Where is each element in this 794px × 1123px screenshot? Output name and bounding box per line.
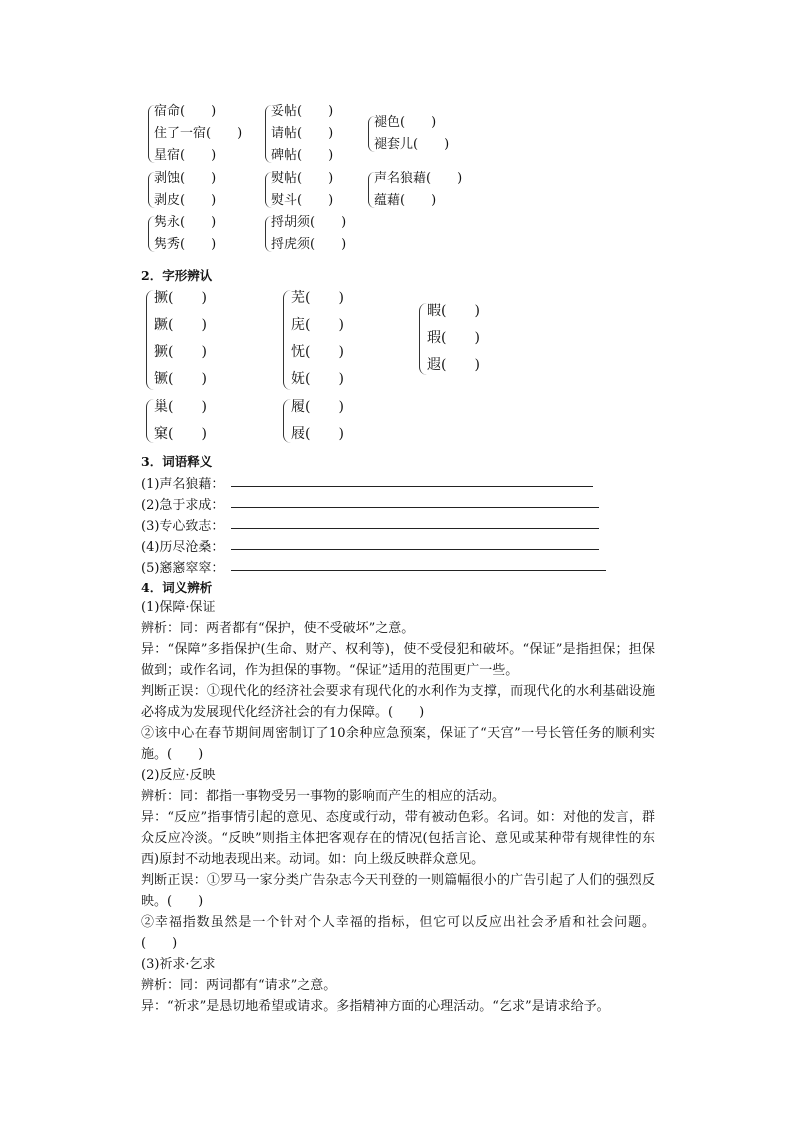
word-item: 捋虎须( ) bbox=[271, 237, 347, 252]
judgement-item: 判断正误：①罗马一家分类广告杂志今天刊登的一则篇幅很小的广告引起了人们的强烈反映。( ) bbox=[141, 873, 655, 909]
analysis-line: 辨析：同：两者都有“保护，使不受破坏”之意。 bbox=[141, 621, 415, 636]
glyph-item: 獗( ) bbox=[154, 344, 207, 360]
judgement-item: ②该中心在春节期间周密制订了10余种应急预案，保证了“天宫”一号长管任务的顺利实施。( ) bbox=[141, 726, 655, 762]
word-item: 隽永( ) bbox=[154, 215, 217, 230]
word-item: 住了一宿( ) bbox=[154, 126, 243, 141]
definition-label: (2)急于求成： bbox=[141, 498, 225, 513]
brace bbox=[283, 399, 291, 443]
word-item: 蕴藉( ) bbox=[374, 193, 437, 208]
definition-label: (1)声名狼藉： bbox=[141, 477, 225, 492]
section-heading-2: 2．字形辨认 bbox=[141, 268, 213, 283]
pair-title: (2)反应·反映 bbox=[141, 768, 216, 783]
word-item: 熨帖( ) bbox=[271, 171, 334, 186]
glyph-item: 巢( ) bbox=[154, 399, 207, 415]
difference-paragraph: 异：“保障”多指保护(生命、财产、权利等)，使不受侵犯和破坏。“保证”是指担保；担保做到；或作名词，作为担保的事物。“保证”适用的范围更广一些。 bbox=[141, 642, 655, 678]
answer-line[interactable] bbox=[231, 549, 599, 550]
glyph-item: 怃( ) bbox=[291, 344, 344, 360]
glyph-item: 瑕( ) bbox=[427, 330, 480, 346]
glyph-item: 妩( ) bbox=[291, 371, 344, 387]
brace bbox=[283, 290, 291, 390]
word-item: 褪色( ) bbox=[374, 115, 437, 130]
definition-row bbox=[141, 494, 224, 513]
difference-paragraph: 异：“祈求”是恳切地希望或请求。多指精神方面的心理活动。“乞求”是请求给予。 bbox=[141, 999, 610, 1014]
brace bbox=[146, 399, 154, 443]
glyph-item: 屐( ) bbox=[291, 426, 344, 442]
word-item: 碑帖( ) bbox=[271, 148, 334, 163]
definition-row bbox=[141, 557, 224, 576]
judgement-item: 判断正误：①现代化的经济社会要求有现代化的水利作为支撑，而现代化的水利基础设施必将成为发展现代化经济社会的有力保障。( ) bbox=[141, 684, 655, 720]
section-heading-3: 3．词语释义 bbox=[141, 454, 213, 469]
word-item: 隽秀( ) bbox=[154, 237, 217, 252]
glyph-item: 履( ) bbox=[291, 399, 344, 415]
glyph-item: 镢( ) bbox=[154, 371, 207, 387]
word-item: 剥皮( ) bbox=[154, 193, 217, 208]
section-heading-4: 4．词义辨析 bbox=[141, 580, 213, 595]
glyph-item: 窠( ) bbox=[154, 426, 207, 442]
analysis-line: 辨析：同：两词都有“请求”之意。 bbox=[141, 978, 337, 993]
word-item: 声名狼藉( ) bbox=[374, 171, 463, 186]
definition-label: (4)历尽沧桑： bbox=[141, 540, 225, 555]
definition-row bbox=[141, 515, 224, 534]
glyph-item: 蹶( ) bbox=[154, 317, 207, 333]
definition-label: (5)窸窸窣窣： bbox=[141, 561, 225, 576]
difference-paragraph: 异：“反应”指事情引起的意见、态度或行动，带有被动色彩。名词。如：对他的发言，群众反应冷淡。“反映”则指主体把客观存在的情况(包括言论、意见或某种带有规律性的东西)原封不动地表现出来。动词。如：向上级反映群众意见。 bbox=[141, 810, 655, 867]
definition-label: (3)专心致志： bbox=[141, 519, 225, 534]
answer-line[interactable] bbox=[231, 528, 599, 529]
analysis-line: 辨析：同：都指一事物受另一事物的影响而产生的相应的活动。 bbox=[141, 789, 506, 804]
judgement-item: ②幸福指数虽然是一个针对个人幸福的指标，但它可以反应出社会矛盾和社会问题。( ) bbox=[141, 915, 655, 951]
definition-row bbox=[141, 473, 224, 492]
brace bbox=[146, 290, 154, 390]
word-item: 星宿( ) bbox=[154, 148, 217, 163]
word-item: 褪套儿( ) bbox=[374, 137, 450, 152]
pair-title: (1)保障·保证 bbox=[141, 600, 216, 615]
answer-line[interactable] bbox=[231, 507, 599, 508]
glyph-item: 暇( ) bbox=[427, 303, 480, 319]
word-item: 剥蚀( ) bbox=[154, 171, 217, 186]
glyph-item: 芜( ) bbox=[291, 290, 344, 306]
word-item: 熨斗( ) bbox=[271, 193, 334, 208]
pair-title: (3)祈求·乞求 bbox=[141, 957, 216, 972]
brace bbox=[419, 303, 427, 375]
word-item: 捋胡须( ) bbox=[271, 215, 347, 230]
definition-row bbox=[141, 536, 224, 555]
answer-line[interactable] bbox=[231, 570, 606, 571]
word-item: 妥帖( ) bbox=[271, 104, 334, 119]
word-item: 宿命( ) bbox=[154, 104, 217, 119]
word-item: 请帖( ) bbox=[271, 126, 334, 141]
glyph-item: 撅( ) bbox=[154, 290, 207, 306]
answer-line[interactable] bbox=[231, 486, 593, 487]
glyph-item: 庑( ) bbox=[291, 317, 344, 333]
glyph-item: 遐( ) bbox=[427, 357, 480, 373]
